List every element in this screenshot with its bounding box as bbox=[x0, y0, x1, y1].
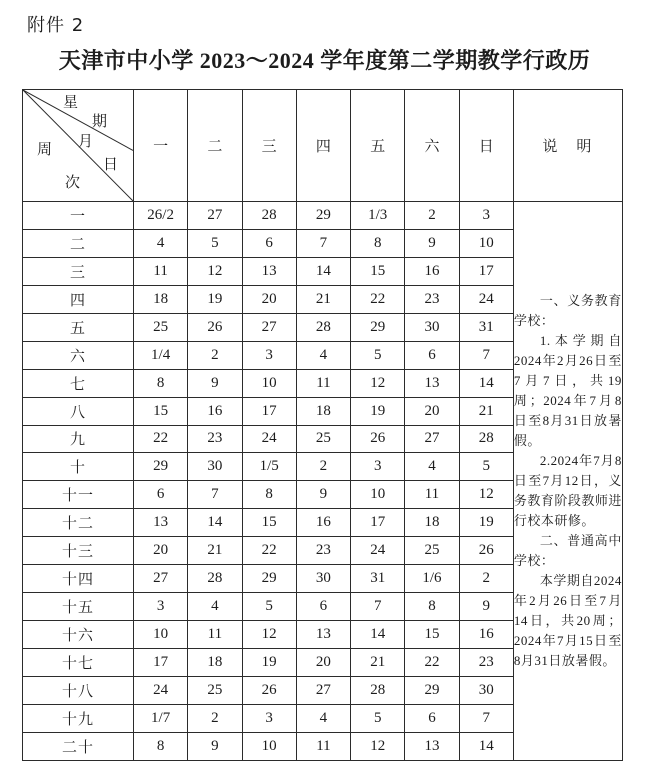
day-cell: 7 bbox=[459, 704, 513, 732]
day-cell: 6 bbox=[296, 593, 350, 621]
week-number-cell: 七 bbox=[23, 369, 134, 397]
day-cell: 28 bbox=[188, 565, 242, 593]
day-cell: 17 bbox=[134, 649, 188, 677]
day-cell: 1/3 bbox=[351, 202, 405, 230]
day-cell: 23 bbox=[296, 537, 350, 565]
day-cell: 25 bbox=[405, 537, 459, 565]
day-cell: 10 bbox=[351, 481, 405, 509]
day-cell: 17 bbox=[351, 509, 405, 537]
day-cell: 15 bbox=[134, 397, 188, 425]
week-number-cell: 二 bbox=[23, 229, 134, 257]
day-cell: 14 bbox=[459, 732, 513, 760]
notes-paragraph: 一、义务教育学校： bbox=[513, 292, 622, 328]
day-cell: 15 bbox=[405, 621, 459, 649]
day-cell: 24 bbox=[242, 425, 296, 453]
corner-label-weekno-char2: 次 bbox=[65, 175, 81, 191]
day-cell: 9 bbox=[405, 229, 459, 257]
header-row bbox=[23, 90, 623, 202]
day-cell: 5 bbox=[351, 704, 405, 732]
day-cell: 18 bbox=[296, 397, 350, 425]
day-cell: 9 bbox=[459, 593, 513, 621]
day-cell: 29 bbox=[351, 313, 405, 341]
day-cell: 15 bbox=[242, 509, 296, 537]
day-cell: 13 bbox=[405, 369, 459, 397]
day-cell: 10 bbox=[459, 229, 513, 257]
day-cell: 4 bbox=[296, 704, 350, 732]
day-cell: 26 bbox=[351, 425, 405, 453]
day-cell: 4 bbox=[405, 453, 459, 481]
day-cell: 10 bbox=[242, 369, 296, 397]
day-cell: 28 bbox=[242, 202, 296, 230]
day-cell: 21 bbox=[296, 285, 350, 313]
day-cell: 28 bbox=[459, 425, 513, 453]
day-cell: 12 bbox=[459, 481, 513, 509]
week-number-cell: 四 bbox=[23, 285, 134, 313]
day-cell: 7 bbox=[351, 593, 405, 621]
week-number-cell: 十一 bbox=[23, 481, 134, 509]
day-cell: 21 bbox=[351, 649, 405, 677]
day-cell: 16 bbox=[405, 257, 459, 285]
day-cell: 1/4 bbox=[134, 341, 188, 369]
week-number-cell: 五 bbox=[23, 313, 134, 341]
day-cell: 9 bbox=[188, 732, 242, 760]
week-number-cell: 十六 bbox=[23, 621, 134, 649]
day-cell: 23 bbox=[459, 649, 513, 677]
day-cell: 25 bbox=[296, 425, 350, 453]
day-cell: 8 bbox=[242, 481, 296, 509]
day-cell: 29 bbox=[405, 676, 459, 704]
day-cell: 11 bbox=[296, 369, 350, 397]
day-cell: 28 bbox=[351, 676, 405, 704]
week-number-cell: 三 bbox=[23, 257, 134, 285]
day-cell: 11 bbox=[134, 257, 188, 285]
corner-label-weekno-char1: 周 bbox=[37, 142, 53, 158]
day-header-sat: 六 bbox=[405, 90, 459, 202]
page-title: 天津市中小学 2023～2024 学年度第二学期教学行政历 bbox=[58, 48, 591, 73]
day-cell: 3 bbox=[242, 341, 296, 369]
day-header-fri: 五 bbox=[351, 90, 405, 202]
calendar-body bbox=[23, 202, 623, 761]
day-cell: 19 bbox=[459, 509, 513, 537]
table-row bbox=[23, 202, 623, 230]
day-cell: 27 bbox=[405, 425, 459, 453]
week-number-cell: 十三 bbox=[23, 537, 134, 565]
day-cell: 23 bbox=[405, 285, 459, 313]
day-cell: 9 bbox=[188, 369, 242, 397]
day-cell: 27 bbox=[296, 676, 350, 704]
day-cell: 17 bbox=[242, 397, 296, 425]
day-cell: 31 bbox=[351, 565, 405, 593]
day-cell: 2 bbox=[188, 341, 242, 369]
day-cell: 14 bbox=[351, 621, 405, 649]
day-cell: 29 bbox=[134, 453, 188, 481]
day-cell: 15 bbox=[351, 257, 405, 285]
day-cell: 6 bbox=[405, 704, 459, 732]
corner-label-monthday-char1: 月 bbox=[78, 134, 94, 150]
day-cell: 12 bbox=[351, 369, 405, 397]
day-cell: 30 bbox=[296, 565, 350, 593]
corner-cell bbox=[23, 90, 134, 202]
notes-header: 说 明 bbox=[513, 90, 622, 202]
day-cell: 6 bbox=[134, 481, 188, 509]
day-cell: 22 bbox=[351, 285, 405, 313]
day-cell: 24 bbox=[351, 537, 405, 565]
notes-paragraph: 本学期自2024年2月26日至7月14日，共20周；2024年7月15日至8月31日放暑假。 bbox=[513, 572, 622, 668]
day-cell: 4 bbox=[296, 341, 350, 369]
day-cell: 4 bbox=[134, 229, 188, 257]
week-number-cell: 十九 bbox=[23, 704, 134, 732]
day-cell: 22 bbox=[405, 649, 459, 677]
day-cell: 5 bbox=[188, 229, 242, 257]
day-cell: 11 bbox=[296, 732, 350, 760]
attachment-label: 附件 2 bbox=[27, 15, 85, 36]
day-cell: 2 bbox=[405, 202, 459, 230]
day-cell: 13 bbox=[296, 621, 350, 649]
corner-label-weekday-char1: 星 bbox=[63, 95, 79, 111]
week-number-cell: 一 bbox=[23, 202, 134, 230]
day-cell: 16 bbox=[188, 397, 242, 425]
day-cell: 13 bbox=[242, 257, 296, 285]
day-cell: 1/7 bbox=[134, 704, 188, 732]
day-cell: 20 bbox=[134, 537, 188, 565]
day-cell: 10 bbox=[134, 621, 188, 649]
day-cell: 25 bbox=[134, 313, 188, 341]
week-number-cell: 二十 bbox=[23, 732, 134, 760]
day-cell: 8 bbox=[405, 593, 459, 621]
day-cell: 6 bbox=[405, 341, 459, 369]
week-number-cell: 九 bbox=[23, 425, 134, 453]
day-cell: 18 bbox=[405, 509, 459, 537]
day-cell: 5 bbox=[242, 593, 296, 621]
day-cell: 20 bbox=[296, 649, 350, 677]
day-cell: 21 bbox=[459, 397, 513, 425]
corner-label-weekday-char2: 期 bbox=[92, 114, 108, 130]
day-header-mon: 一 bbox=[134, 90, 188, 202]
day-cell: 25 bbox=[188, 676, 242, 704]
day-cell: 10 bbox=[242, 732, 296, 760]
week-number-cell: 八 bbox=[23, 397, 134, 425]
day-cell: 1/5 bbox=[242, 453, 296, 481]
day-cell: 4 bbox=[188, 593, 242, 621]
day-cell: 18 bbox=[188, 649, 242, 677]
day-cell: 14 bbox=[296, 257, 350, 285]
day-cell: 26 bbox=[459, 537, 513, 565]
day-cell: 6 bbox=[242, 229, 296, 257]
day-cell: 24 bbox=[459, 285, 513, 313]
day-cell: 5 bbox=[459, 453, 513, 481]
day-cell: 19 bbox=[242, 649, 296, 677]
day-header-sun: 日 bbox=[459, 90, 513, 202]
day-cell: 30 bbox=[405, 313, 459, 341]
day-cell: 8 bbox=[134, 732, 188, 760]
day-cell: 2 bbox=[296, 453, 350, 481]
day-header-wed: 三 bbox=[242, 90, 296, 202]
day-cell: 30 bbox=[188, 453, 242, 481]
day-cell: 8 bbox=[351, 229, 405, 257]
day-cell: 24 bbox=[134, 676, 188, 704]
week-number-cell: 十五 bbox=[23, 593, 134, 621]
day-cell: 27 bbox=[134, 565, 188, 593]
day-cell: 14 bbox=[188, 509, 242, 537]
notes-paragraph: 二、普通高中学校： bbox=[513, 532, 622, 568]
day-cell: 16 bbox=[296, 509, 350, 537]
day-cell: 16 bbox=[459, 621, 513, 649]
day-cell: 22 bbox=[134, 425, 188, 453]
day-cell: 8 bbox=[134, 369, 188, 397]
day-cell: 13 bbox=[134, 509, 188, 537]
day-cell: 3 bbox=[242, 704, 296, 732]
day-cell: 23 bbox=[188, 425, 242, 453]
day-cell: 26 bbox=[188, 313, 242, 341]
day-cell: 31 bbox=[459, 313, 513, 341]
day-cell: 12 bbox=[351, 732, 405, 760]
day-cell: 18 bbox=[134, 285, 188, 313]
day-cell: 7 bbox=[188, 481, 242, 509]
calendar-table bbox=[22, 89, 623, 761]
notes-paragraph: 1.本学期自2024年2月26日至7月7日，共19周；2024年7月8日至8月31日放暑假。 bbox=[513, 332, 622, 448]
day-cell: 30 bbox=[459, 676, 513, 704]
day-cell: 20 bbox=[405, 397, 459, 425]
corner-label-monthday-char2: 日 bbox=[103, 157, 119, 173]
day-cell: 26 bbox=[242, 676, 296, 704]
day-cell: 27 bbox=[188, 202, 242, 230]
day-header-thu: 四 bbox=[296, 90, 350, 202]
day-cell: 3 bbox=[351, 453, 405, 481]
week-number-cell: 十二 bbox=[23, 509, 134, 537]
day-cell: 2 bbox=[188, 704, 242, 732]
notes-cell bbox=[513, 202, 622, 761]
day-cell: 22 bbox=[242, 537, 296, 565]
week-number-cell: 十七 bbox=[23, 649, 134, 677]
day-cell: 9 bbox=[296, 481, 350, 509]
day-cell: 27 bbox=[242, 313, 296, 341]
week-number-cell: 十四 bbox=[23, 565, 134, 593]
day-cell: 7 bbox=[296, 229, 350, 257]
day-cell: 26/2 bbox=[134, 202, 188, 230]
week-number-cell: 十八 bbox=[23, 676, 134, 704]
day-header-tue: 二 bbox=[188, 90, 242, 202]
day-cell: 5 bbox=[351, 341, 405, 369]
day-cell: 14 bbox=[459, 369, 513, 397]
day-cell: 29 bbox=[296, 202, 350, 230]
day-cell: 3 bbox=[134, 593, 188, 621]
day-cell: 29 bbox=[242, 565, 296, 593]
day-cell: 1/6 bbox=[405, 565, 459, 593]
notes-paragraph: 2.2024年7月8日至7月12日，义务教育阶段教师进行校本研修。 bbox=[513, 452, 622, 528]
week-number-cell: 十 bbox=[23, 453, 134, 481]
day-cell: 3 bbox=[459, 202, 513, 230]
day-cell: 19 bbox=[188, 285, 242, 313]
day-cell: 7 bbox=[459, 341, 513, 369]
day-cell: 17 bbox=[459, 257, 513, 285]
day-cell: 11 bbox=[188, 621, 242, 649]
day-cell: 12 bbox=[242, 621, 296, 649]
day-cell: 20 bbox=[242, 285, 296, 313]
day-cell: 11 bbox=[405, 481, 459, 509]
day-cell: 19 bbox=[351, 397, 405, 425]
week-number-cell: 六 bbox=[23, 341, 134, 369]
day-cell: 2 bbox=[459, 565, 513, 593]
day-cell: 12 bbox=[188, 257, 242, 285]
day-cell: 21 bbox=[188, 537, 242, 565]
day-cell: 13 bbox=[405, 732, 459, 760]
day-cell: 28 bbox=[296, 313, 350, 341]
